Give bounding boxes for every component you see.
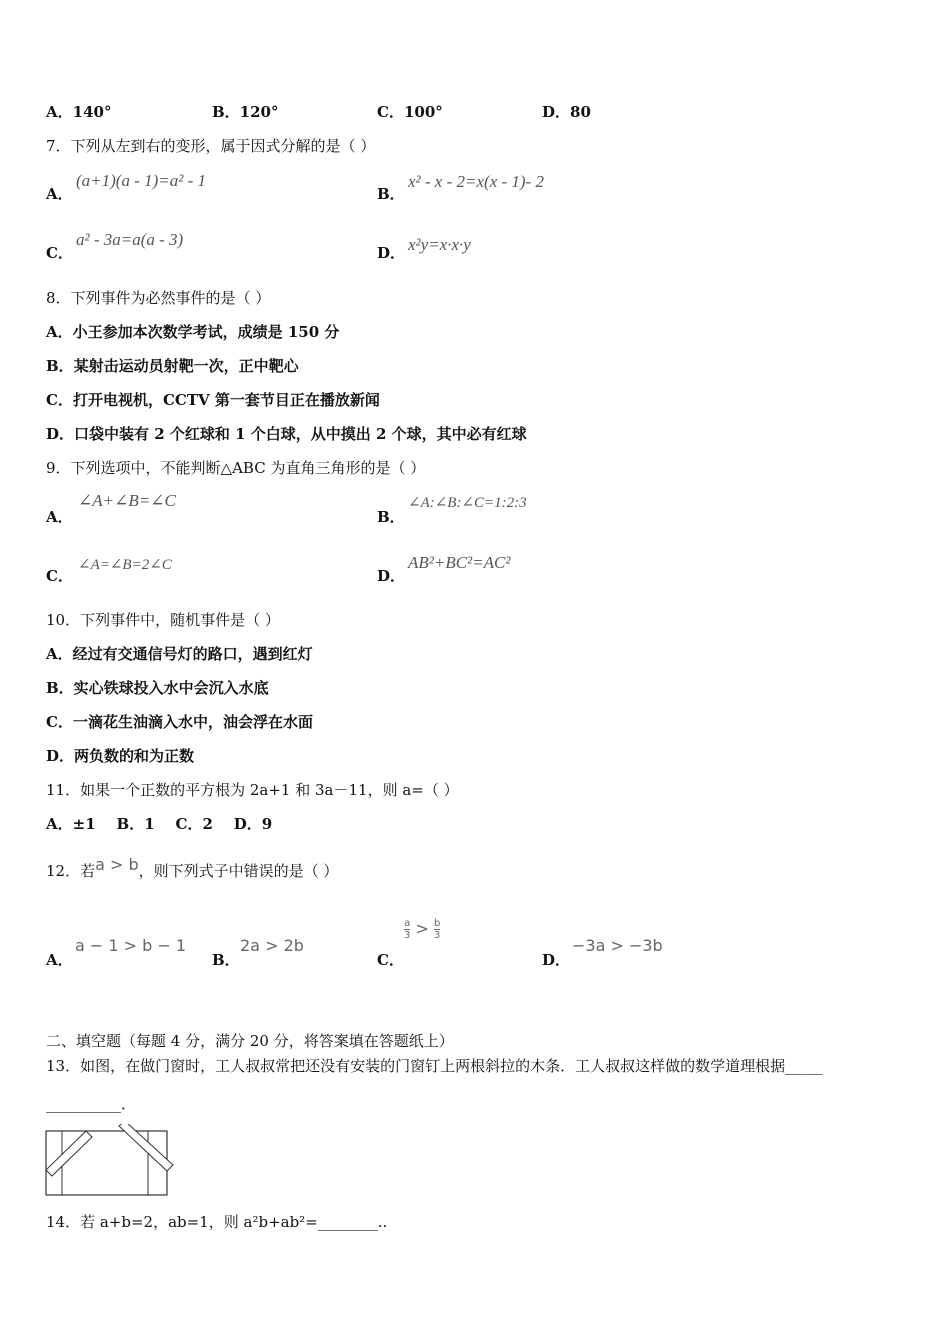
q9-label-d: D． (377, 567, 406, 585)
q9-label-c: C． (46, 567, 73, 585)
q12-condition: a > b (95, 855, 139, 874)
q7-label-a: A． (46, 185, 73, 203)
q6-option-c: C．100° (377, 103, 443, 121)
q8-option-b: B．某射击运动员射靶一次，正中靶心 (46, 357, 299, 375)
q14-stem: 14．若 a+b=2，ab=1，则 a²b+ab²=________.. (46, 1213, 388, 1231)
q10-option-c: C．一滴花生油滴入水中，油会浮在水面 (46, 713, 313, 731)
q7-label-d: D． (377, 244, 406, 262)
q12-frac-a: $\frac{a}{3}$ (404, 918, 411, 941)
q12-gt-sign: > (415, 919, 429, 938)
q10-option-d: D．两负数的和为正数 (46, 747, 195, 765)
q7-formula-d: x²y=x·x·y (408, 235, 471, 254)
window-frame-figure (45, 1124, 175, 1198)
q12-label-d: D． (542, 951, 571, 969)
q12-stem (46, 855, 339, 881)
q12-label-c: C． (377, 951, 404, 969)
q7-label-b: B． (377, 185, 405, 203)
q7-stem: 7．下列从左到右的变形，属于因式分解的是（ ） (46, 137, 376, 155)
q8-option-d: D．口袋中装有 2 个红球和 1 个白球，从中摸出 2 个球，其中必有红球 (46, 425, 527, 443)
q9-formula-c: ∠A=∠B=2∠C (78, 557, 172, 573)
q11-options: A．±1 B．1 C．2 D．9 (46, 815, 273, 833)
q12-formula-c (404, 918, 440, 941)
q9-label-b: B． (377, 508, 405, 526)
q9-formula-a: ∠A+∠B=∠C (78, 491, 176, 510)
q7-formula-b: x² - x - 2=x(x - 1)- 2 (408, 172, 544, 191)
q12-frac-b: $\frac{b}{3}$ (433, 918, 441, 941)
q9-formula-d: AB²+BC²=AC² (408, 553, 511, 572)
q7-formula-c: a² - 3a=a(a - 3) (76, 230, 184, 249)
q12-stem-pre: 12．若 (46, 862, 96, 880)
q13-stem: 13．如图，在做门窗时，工人叔叔常把还没有安装的门窗钉上两根斜拉的木条．工人叔叔这样做的数学道理根据_____ (46, 1057, 823, 1075)
q9-label-a: A． (46, 508, 73, 526)
q12-formula-a: a − 1 > b − 1 (75, 936, 187, 955)
q12-formula-d: −3a > −3b (572, 936, 663, 955)
q6-option-b: B．120° (212, 103, 279, 121)
q6-option-d: D．80 (542, 103, 591, 121)
q12-formula-b: 2a > 2b (240, 936, 304, 955)
q8-option-a: A．小王参加本次数学考试，成绩是 150 分 (46, 323, 340, 341)
q10-option-b: B．实心铁球投入水中会沉入水底 (46, 679, 269, 697)
section2-heading: 二、填空题（每题 4 分，满分 20 分，将答案填在答题纸上） (46, 1032, 454, 1050)
q12-stem-post: ，则下列式子中错误的是（ ） (138, 862, 339, 880)
q7-label-c: C． (46, 244, 73, 262)
q8-stem: 8．下列事件为必然事件的是（ ） (46, 289, 271, 307)
q11-stem: 11．如果一个正数的平方根为 2a+1 和 3a－11，则 a=（ ） (46, 781, 459, 799)
q6-option-a: A．140° (46, 103, 112, 121)
q9-formula-b: ∠A:∠B:∠C=1:2:3 (408, 495, 527, 511)
brace-left (46, 1131, 92, 1176)
q10-option-a: A．经过有交通信号灯的路口，遇到红灯 (46, 645, 313, 663)
q8-option-c: C．打开电视机，CCTV 第一套节目正在播放新闻 (46, 391, 380, 409)
q12-label-b: B． (212, 951, 240, 969)
q9-stem: 9．下列选项中，不能判断△ABC 为直角三角形的是（ ） (46, 459, 426, 477)
q10-stem: 10．下列事件中，随机事件是（ ） (46, 611, 280, 629)
q13-blank-cont: __________． (46, 1095, 137, 1113)
q7-formula-a: (a+1)(a - 1)=a² - 1 (76, 171, 207, 190)
q12-label-a: A． (46, 951, 73, 969)
